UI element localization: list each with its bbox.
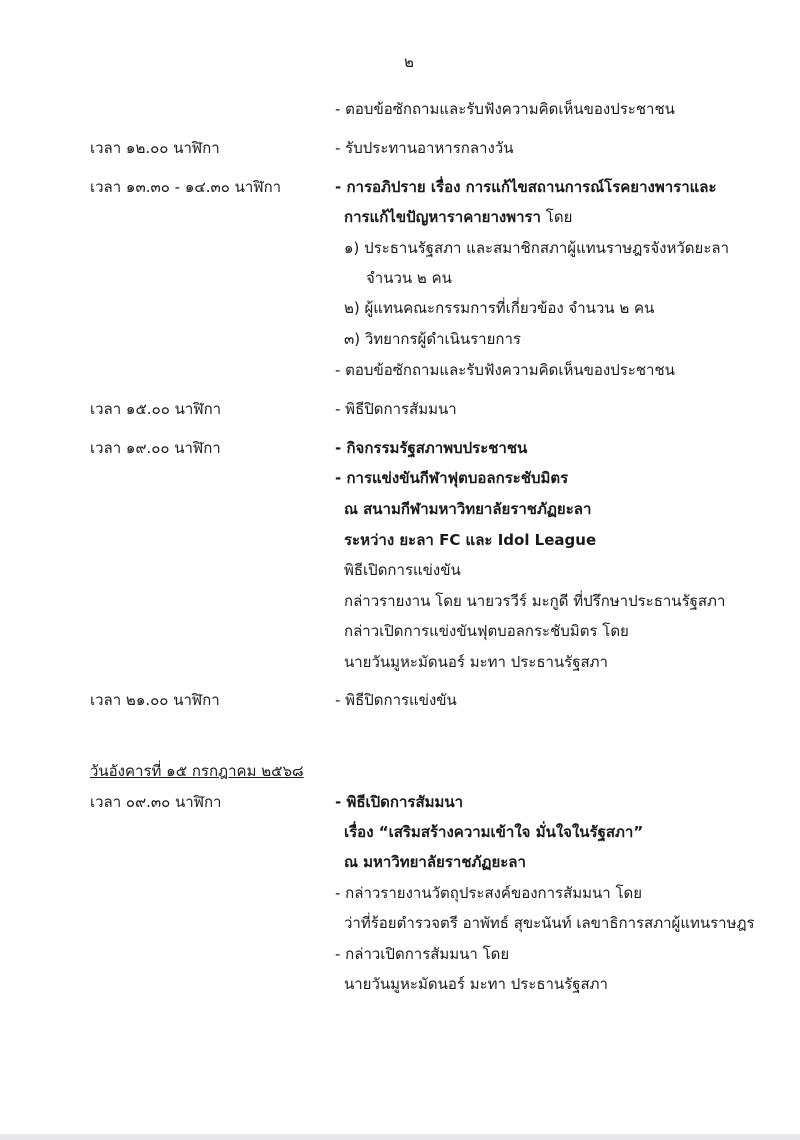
agenda-qa: - ตอบข้อซักถามและรับฟังความคิดเห็นของประชาชน [335, 361, 675, 379]
time-discussion: เวลา ๑๓.๓๐ - ๑๔.๓๐ นาฬิกา [90, 178, 282, 196]
panelist-3: ๓) วิทยากรผู้ดำเนินรายการ [344, 330, 521, 348]
football-report: กล่าวรายงาน โดย นายวรวีร์ มะกูดี ที่ปรึกษาประธานรัฐสภา [344, 592, 726, 610]
agenda-continuation: - ตอบข้อซักถามและรับฟังความคิดเห็นของประชาชน [335, 100, 675, 118]
agenda-parliament-meets-people: - กิจกรรมรัฐสภาพบประชาชน [335, 439, 528, 457]
discussion-title-rest: โดย [541, 208, 573, 226]
seminar-speech-speaker: นายวันมูหะมัดนอร์ มะทา ประธานรัฐสภา [344, 975, 608, 993]
agenda-lunch: - รับประทานอาหารกลางวัน [335, 139, 514, 157]
agenda-closing: - พิธีปิดการสัมมนา [335, 400, 457, 418]
agenda-football-match: - การแข่งขันกีฬาฟุตบอลกระชับมิตร [335, 469, 569, 487]
agenda-match-closing: - พิธีปิดการแข่งขัน [335, 691, 457, 709]
time-lunch: เวลา ๑๒.๐๐ นาฬิกา [90, 139, 220, 157]
agenda-seminar-speech: - กล่าวเปิดการสัมมนา โดย [335, 945, 510, 963]
seminar-report-speaker: ว่าที่ร้อยตำรวจตรี อาพัทธ์ สุขะนันท์ เลขาธิการสภาผู้แทนราษฎร [344, 914, 755, 932]
agenda-discussion-title-2 [344, 207, 572, 227]
discussion-title-bold: การแก้ไขปัญหาราคายางพารา [344, 208, 541, 226]
football-venue: ณ สนามกีฬามหาวิทยาลัยราชภัฏยะลา [344, 500, 592, 518]
seminar-topic: เรื่อง “เสริมสร้างความเข้าใจ มั่นใจในรัฐสภา” [344, 823, 644, 841]
time-evening: เวลา ๑๙.๐๐ นาฬิกา [90, 439, 221, 457]
panelist-1-count: จำนวน ๒ คน [366, 269, 452, 287]
panelist-1: ๑) ประธานรัฐสภา และสมาชิกสภาผู้แทนราษฎรจังหวัดยะลา [344, 239, 730, 257]
agenda-seminar-report: - กล่าวรายงานวัตถุประสงค์ของการสัมมนา โดย [335, 884, 643, 902]
panelist-2: ๒) ผู้แทนคณะกรรมการที่เกี่ยวข้อง จำนวน ๒ คน [344, 299, 655, 317]
agenda-discussion-title: - การอภิปราย เรื่อง การแก้ไขสถานการณ์โรคยางพาราและ [335, 178, 717, 196]
time-closing: เวลา ๑๕.๐๐ นาฬิกา [90, 400, 222, 418]
agenda-seminar-opening: - พิธีเปิดการสัมมนา [335, 793, 464, 811]
page-number: ๒ [404, 53, 414, 71]
time-night: เวลา ๒๑.๐๐ นาฬิกา [90, 691, 220, 709]
football-opening: พิธีเปิดการแข่งขัน [344, 561, 461, 579]
football-teams: ระหว่าง ยะลา FC และ Idol League [344, 531, 597, 549]
seminar-venue: ณ มหาวิทยาลัยราชภัฏยะลา [344, 853, 526, 871]
date-heading: วันอังคารที่ ๑๕ กรกฎาคม ๒๕๖๘ [90, 762, 304, 780]
page-bottom-edge [0, 1134, 800, 1140]
time-seminar-opening: เวลา ๐๙.๓๐ นาฬิกา [90, 793, 222, 811]
football-opening-speech: กล่าวเปิดการแข่งขันฟุตบอลกระชับมิตร โดย [344, 622, 629, 640]
football-opening-speaker: นายวันมูหะมัดนอร์ มะทา ประธานรัฐสภา [344, 653, 608, 671]
